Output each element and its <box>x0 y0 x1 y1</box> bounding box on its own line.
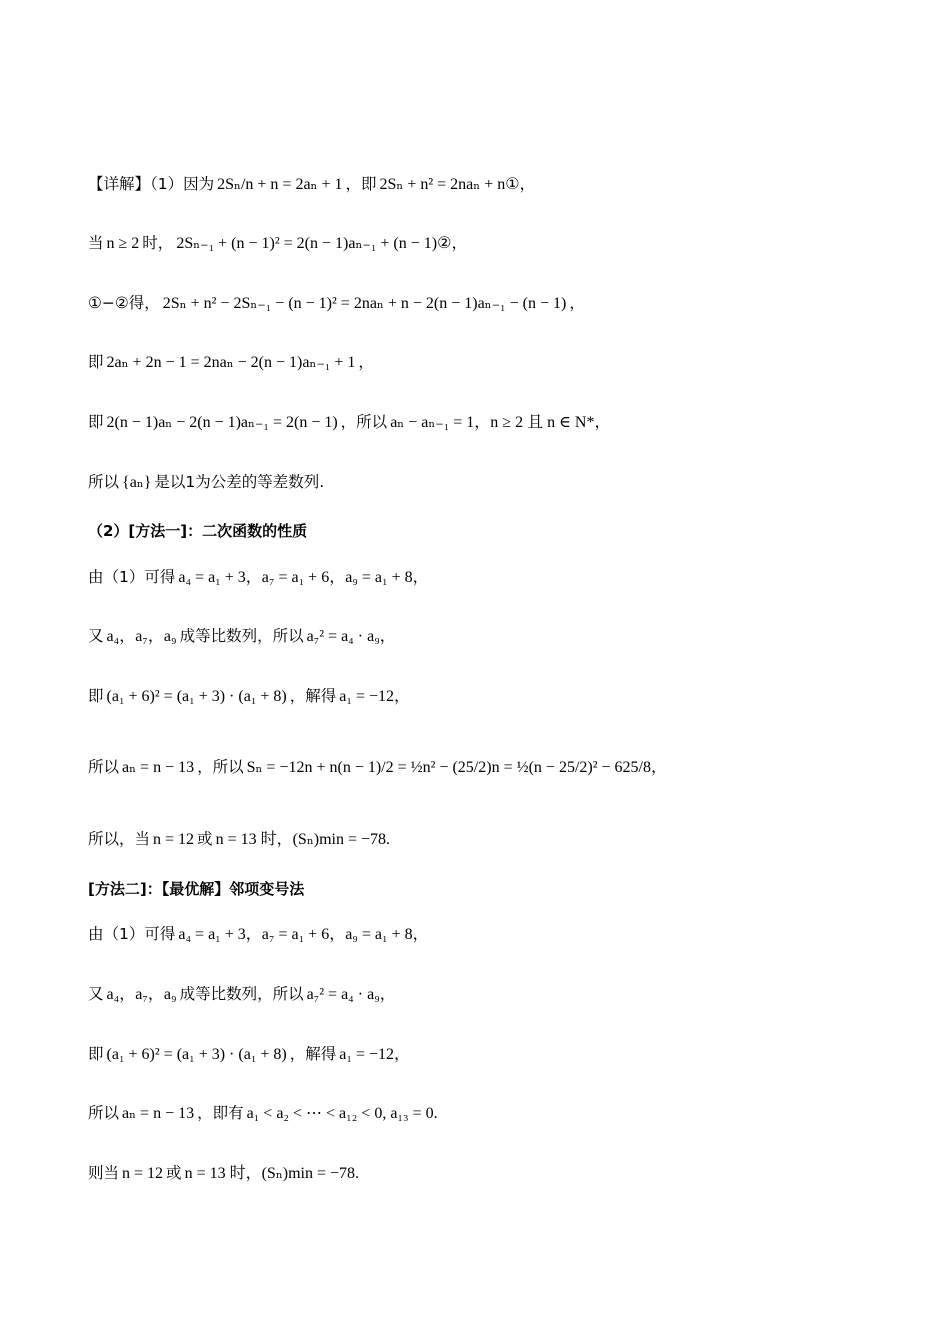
text: 所以，当 <box>88 830 151 848</box>
formula: 2Sₙ₋₁ + (n − 1)² = 2(n − 1)aₙ₋₁ + (n − 1)②， <box>176 235 468 252</box>
text: 成等比数列，所以 <box>179 627 304 645</box>
text: 或 <box>197 830 213 848</box>
text: 或 <box>166 1164 182 1182</box>
formula: a₄ = a₁ + 3，a₇ = a₁ + 6，a₉ = a₁ + 8， <box>178 926 429 943</box>
heading-text: （2）[方法一]：二次函数的性质 <box>88 522 308 540</box>
text: 即 <box>88 353 104 371</box>
text: ，所以 <box>340 413 388 431</box>
solution-line-15 <box>88 982 910 1007</box>
text: 由（1）可得 <box>88 925 176 943</box>
formula: a₁ = −12， <box>339 688 410 705</box>
formula: n = 13 时，(Sₙ)min = −78. <box>184 1165 360 1182</box>
formula: 2(n − 1)aₙ − 2(n − 1)aₙ₋₁ = 2(n − 1) <box>106 414 338 431</box>
text: 当 <box>88 234 104 252</box>
solution-line-3 <box>88 291 910 316</box>
text: 又 <box>88 985 104 1003</box>
text: ，所以 <box>197 758 244 776</box>
formula: aₙ = n − 13 <box>122 1105 195 1122</box>
solution-line-11 <box>88 755 910 780</box>
formula: n = 12 <box>122 1165 164 1182</box>
solution-line-2 <box>88 231 910 256</box>
solution-line-4 <box>88 350 910 375</box>
text: 所以 <box>88 758 120 776</box>
text: 由（1）可得 <box>88 568 176 586</box>
text: ，即有 <box>197 1104 244 1122</box>
text: 时， <box>142 234 174 252</box>
method-two-heading <box>88 877 910 901</box>
formula: 2Sₙ + n² = 2naₙ + n①， <box>379 176 536 193</box>
formula: (a₁ + 6)² = (a₁ + 3) · (a₁ + 8) <box>106 688 287 705</box>
text: ， <box>358 353 374 371</box>
text: 即 <box>88 1045 104 1063</box>
solution-line-10 <box>88 684 910 709</box>
formula: n = 13 时，(Sₙ)min = −78. <box>215 831 391 848</box>
formula: a₁ < a₂ < ⋯ < a₁₂ < 0, a₁₃ = 0. <box>246 1105 438 1122</box>
text: 所以 <box>88 473 120 491</box>
heading-text: [方法二]：【最优解】邻项变号法 <box>88 880 305 898</box>
formula: n ≥ 2 <box>106 235 140 252</box>
text: ，解得 <box>289 687 337 705</box>
solution-line-8 <box>88 565 910 590</box>
text: 则当 <box>88 1164 120 1182</box>
formula: {aₙ} <box>122 474 152 491</box>
solution-line-17 <box>88 1101 910 1126</box>
solution-line-6 <box>88 470 910 495</box>
formula: a₄，a₇，a₉ <box>106 628 177 645</box>
formula: 2aₙ + 2n − 1 = 2naₙ − 2(n − 1)aₙ₋₁ + 1 <box>106 354 356 371</box>
formula: n = 12 <box>153 831 195 848</box>
formula: (a₁ + 6)² = (a₁ + 3) · (a₁ + 8) <box>106 1046 287 1063</box>
text: ，解得 <box>289 1045 337 1063</box>
solution-line-1 <box>88 172 910 197</box>
text: 【详解】（1）因为 <box>88 175 215 193</box>
formula: a₇² = a₄ · a₉， <box>306 628 396 645</box>
solution-line-12 <box>88 827 910 852</box>
formula: aₙ − aₙ₋₁ = 1，n ≥ 2 且 n ∈ N*， <box>390 414 611 431</box>
text: ， <box>569 294 585 312</box>
solution-line-18 <box>88 1161 910 1186</box>
formula: a₄ = a₁ + 3，a₇ = a₁ + 6，a₉ = a₁ + 8， <box>178 569 429 586</box>
formula: 2Sₙ/n + n = 2aₙ + 1 <box>217 176 343 193</box>
formula: a₄，a₇，a₉ <box>106 986 177 1003</box>
formula: a₇² = a₄ · a₉， <box>306 986 396 1003</box>
text: ，即 <box>345 175 377 193</box>
text: 是以1为公差的等差数列. <box>154 473 325 491</box>
solution-line-9 <box>88 624 910 649</box>
formula: 2Sₙ + n² − 2Sₙ₋₁ − (n − 1)² = 2naₙ + n − 2(n − 1)aₙ₋₁ − (n − 1) <box>162 295 567 312</box>
formula: aₙ = n − 13 <box>122 759 195 776</box>
text: 即 <box>88 687 104 705</box>
solution-line-16 <box>88 1042 910 1067</box>
formula: Sₙ = −12n + n(n − 1)/2 = ½n² − (25/2)n = ½(n − 25/2)² − 625/8， <box>246 759 667 776</box>
solution-line-14 <box>88 922 910 947</box>
text: 又 <box>88 627 104 645</box>
text: 即 <box>88 413 104 431</box>
solution-line-5 <box>88 410 910 435</box>
text: 所以 <box>88 1104 120 1122</box>
text: ①−②得， <box>88 294 160 312</box>
formula: a₁ = −12， <box>339 1046 410 1063</box>
method-one-heading <box>88 519 910 543</box>
text: 成等比数列，所以 <box>179 985 304 1003</box>
